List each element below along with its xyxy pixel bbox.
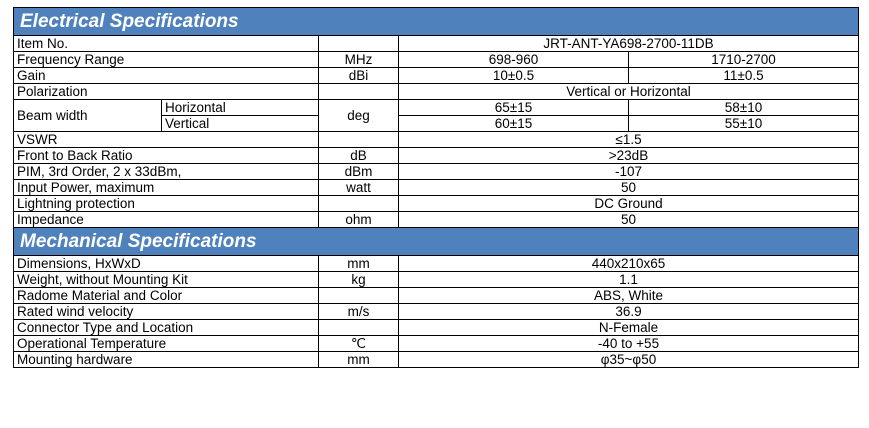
table-row (14, 336, 859, 352)
table-row (14, 52, 859, 68)
gain-high: 11±0.5 (629, 68, 859, 84)
input-power-unit: watt (319, 180, 399, 196)
mechanical-header-row (14, 228, 859, 256)
table-row (14, 196, 859, 212)
gain-unit: dBi (319, 68, 399, 84)
connector-value: N-Female (399, 320, 859, 336)
vswr-label: VSWR (14, 132, 319, 148)
beam-vertical-low: 60±15 (399, 116, 629, 132)
table-row (14, 36, 859, 52)
input-power-value: 50 (399, 180, 859, 196)
table-row (14, 352, 859, 368)
front-back-unit: dB (319, 148, 399, 164)
table-row (14, 304, 859, 320)
frequency-unit: MHz (319, 52, 399, 68)
dimensions-label: Dimensions, HxWxD (14, 256, 319, 272)
front-back-value: >23dB (399, 148, 859, 164)
pim-label: PIM, 3rd Order, 2 x 33dBm, (14, 164, 319, 180)
temperature-value: -40 to +55 (399, 336, 859, 352)
beam-horizontal-high: 58±10 (629, 100, 859, 116)
weight-unit: kg (319, 272, 399, 288)
item-no-value: JRT-ANT-YA698-2700-11DB (399, 36, 859, 52)
wind-value: 36.9 (399, 304, 859, 320)
spec-table (13, 7, 859, 368)
table-row (14, 212, 859, 228)
mounting-unit: mm (319, 352, 399, 368)
dimensions-value: 440x210x65 (399, 256, 859, 272)
gain-label: Gain (14, 68, 319, 84)
connector-unit (319, 320, 399, 336)
weight-value: 1.1 (399, 272, 859, 288)
radome-value: ABS, White (399, 288, 859, 304)
mechanical-section-title: Mechanical Specifications (14, 228, 859, 256)
table-row (14, 256, 859, 272)
polarization-unit (319, 84, 399, 100)
vswr-value: ≤1.5 (399, 132, 859, 148)
table-row (14, 84, 859, 100)
pim-value: -107 (399, 164, 859, 180)
radome-unit (319, 288, 399, 304)
electrical-header-row (14, 8, 859, 36)
impedance-label: Impedance (14, 212, 319, 228)
pim-unit: dBm (319, 164, 399, 180)
table-row (14, 288, 859, 304)
beam-width-label: Beam width (14, 100, 162, 132)
beam-width-unit: deg (319, 100, 399, 132)
table-row (14, 272, 859, 288)
front-back-label: Front to Back Ratio (14, 148, 319, 164)
frequency-low: 698-960 (399, 52, 629, 68)
lightning-value: DC Ground (399, 196, 859, 212)
table-row (14, 100, 859, 116)
gain-low: 10±0.5 (399, 68, 629, 84)
frequency-high: 1710-2700 (629, 52, 859, 68)
wind-label: Rated wind velocity (14, 304, 319, 320)
spec-sheet (13, 7, 858, 368)
impedance-unit: ohm (319, 212, 399, 228)
impedance-value: 50 (399, 212, 859, 228)
temperature-label: Operational Temperature (14, 336, 319, 352)
radome-label: Radome Material and Color (14, 288, 319, 304)
frequency-label: Frequency Range (14, 52, 319, 68)
vswr-unit (319, 132, 399, 148)
mounting-value: φ35~φ50 (399, 352, 859, 368)
beam-horizontal-low: 65±15 (399, 100, 629, 116)
table-row (14, 132, 859, 148)
temperature-unit: ℃ (319, 336, 399, 352)
wind-unit: m/s (319, 304, 399, 320)
beam-vertical-label: Vertical (162, 116, 319, 132)
lightning-unit (319, 196, 399, 212)
dimensions-unit: mm (319, 256, 399, 272)
electrical-section-title: Electrical Specifications (14, 8, 859, 36)
mounting-label: Mounting hardware (14, 352, 319, 368)
table-row (14, 164, 859, 180)
item-no-label: Item No. (14, 36, 319, 52)
weight-label: Weight, without Mounting Kit (14, 272, 319, 288)
lightning-label: Lightning protection (14, 196, 319, 212)
table-row (14, 180, 859, 196)
connector-label: Connector Type and Location (14, 320, 319, 336)
table-row (14, 68, 859, 84)
table-row (14, 320, 859, 336)
beam-horizontal-label: Horizontal (162, 100, 319, 116)
input-power-label: Input Power, maximum (14, 180, 319, 196)
table-row (14, 148, 859, 164)
polarization-label: Polarization (14, 84, 319, 100)
item-no-unit (319, 36, 399, 52)
polarization-value: Vertical or Horizontal (399, 84, 859, 100)
beam-vertical-high: 55±10 (629, 116, 859, 132)
